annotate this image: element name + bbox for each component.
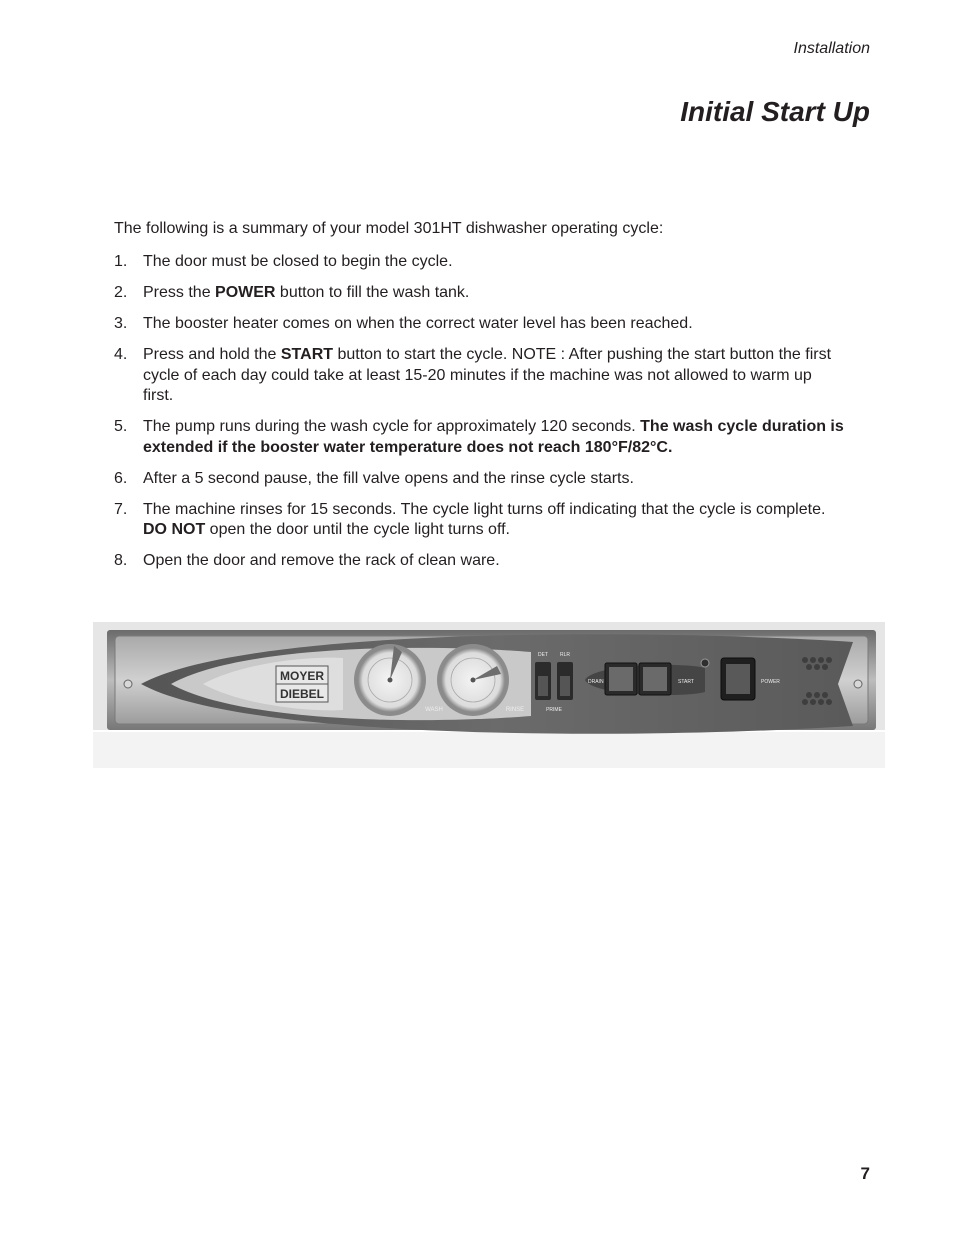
step-emphasis: START [280, 346, 334, 363]
step-number: 5. [114, 418, 128, 435]
step-number: 6. [114, 469, 128, 487]
step-emphasis: DO NOT [143, 521, 206, 538]
step-text: open the door until the cycle light turns off. [205, 521, 510, 538]
panel-screw-right [854, 680, 862, 688]
step-text: button to start the cycle. NOTE : After pushing the start button the first cycle of each day could take at least 15-20 minutes if the machine was not allowed to warm up first. [143, 346, 832, 404]
start-label: START [678, 679, 694, 685]
svg-text:DIEBEL: DIEBEL [279, 687, 325, 701]
step-text: Press the [143, 284, 216, 301]
step-number: 3. [114, 315, 128, 332]
intro-paragraph: The following is a summary of your model 301HT dishwasher operating cycle: [114, 220, 664, 237]
operating-steps-list [114, 252, 844, 582]
rinse-gauge-label: RINSE [505, 707, 525, 713]
step-text: Press and hold the [143, 346, 281, 363]
step-number: 2. [114, 284, 128, 301]
step-emphasis: The wash cycle duration is extended if the booster water temperature does not reach 180°F/82°C. [143, 418, 844, 456]
wash-gauge [354, 644, 426, 716]
panel-screw-left [124, 680, 132, 688]
step-text: The machine rinses for 15 seconds. The cycle light turns off indicating that the cycle is complete. [143, 500, 826, 518]
list-item [114, 500, 844, 541]
power-label: POWER [761, 679, 780, 685]
step-number: 8. [114, 552, 128, 569]
step-text: After a 5 second pause, the fill valve opens and the rinse cycle starts. [143, 469, 634, 487]
control-panel-photo [93, 622, 885, 768]
step-number: 1. [114, 253, 128, 270]
svg-text:MOYER: MOYER [279, 669, 325, 683]
detergent-switch-label: DET [538, 652, 548, 658]
page-title: Initial Start Up [680, 96, 870, 127]
page-number: 7 [860, 1164, 870, 1183]
step-text: The door must be closed to begin the cycle. [143, 253, 453, 270]
step-text: button to fill the wash tank. [275, 284, 470, 301]
moyer-diebel-logo [276, 666, 328, 702]
step-text: Open the door and remove the rack of clean ware. [143, 552, 500, 569]
list-item [114, 314, 844, 335]
rinse-aid-switch-label: RLR [559, 652, 571, 658]
list-item [114, 551, 844, 572]
list-item [114, 345, 844, 407]
step-number: 4. [114, 346, 128, 363]
rinse-gauge [437, 644, 509, 716]
drain-label: DRAIN [588, 679, 604, 685]
step-number: 7. [114, 500, 128, 518]
prime-label: PRIME [546, 707, 562, 713]
list-item [114, 469, 844, 490]
list-item [114, 252, 844, 273]
step-text: The booster heater comes on when the correct water level has been reached. [143, 315, 693, 332]
step-emphasis: POWER [215, 284, 276, 301]
list-item [114, 417, 844, 458]
cycle-light [701, 659, 709, 667]
list-item [114, 283, 844, 304]
section-label: Installation [793, 40, 870, 57]
step-text: The pump runs during the wash cycle for approximately 120 seconds. [143, 418, 641, 435]
wash-gauge-label: WASH [425, 707, 443, 713]
